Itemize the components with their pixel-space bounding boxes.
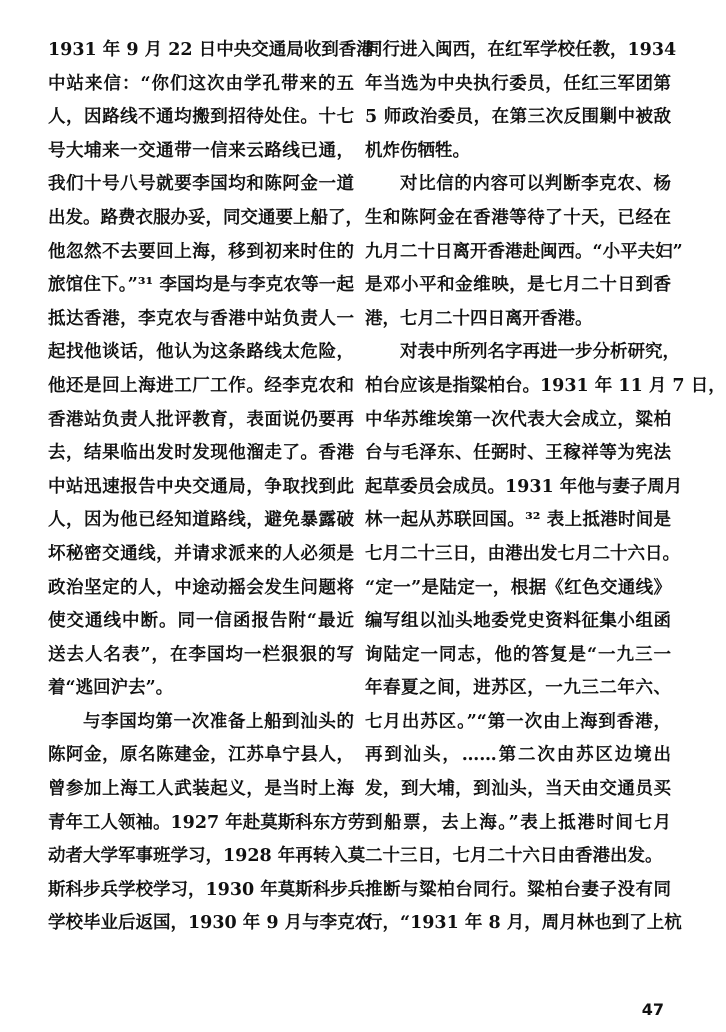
- text-line: 曾参加上海工人武装起义，是当时上海: [48, 779, 354, 800]
- text-line: 柏台应该是指粱柏台。1931 年 11 月 7 日，: [365, 375, 726, 396]
- text-line: 着“逃回沪去”。: [48, 678, 174, 699]
- text-line: 生和陈阿金在香港等待了十天，已经在: [365, 207, 671, 228]
- text-line: 机炸伤牺牲。: [365, 140, 470, 161]
- text-line: 他忽然不去要回上海，移到初来时住的: [48, 241, 354, 262]
- text-line: 对比信的内容可以判断李克农、杨: [400, 174, 671, 195]
- text-line: 1931 年 9 月 22 日中央交通局收到香港: [48, 40, 374, 60]
- text-line: 使交通线中断。同一信函报告附“最近: [48, 611, 354, 632]
- text-line: 出发。路费衣服办妥，同交通要上船了，: [48, 207, 363, 228]
- text-line: 人，因路线不通均搬到招待处住。十七: [48, 107, 354, 128]
- text-line: 七月二十三日，由港出发七月二十六日。: [365, 543, 680, 564]
- page-number: 47: [641, 1000, 664, 1019]
- text-line: 起找他谈话，他认为这条路线太危险，: [48, 342, 354, 363]
- text-line: 青年工人领袖。1927 年赴莫斯科东方劳: [48, 812, 366, 833]
- text-line: 旅馆住下。”³¹ 李国均是与李克农等一起: [48, 275, 354, 296]
- text-line: 与李国均第一次准备上船到汕头的: [83, 711, 354, 732]
- text-line: 陈阿金，原名陈建金，江苏阜宁县人，: [48, 745, 354, 766]
- text-line: 中华苏维埃第一次代表大会成立，粱柏: [365, 409, 671, 430]
- text-line: 对表中所列名字再进一步分析研究，: [400, 342, 680, 363]
- text-line: 政治坚定的人，中途动摇会发生问题将: [48, 577, 354, 598]
- text-line: 中站迅速报告中央交通局，争取找到此: [48, 476, 354, 497]
- text-line: 再到汕头，……第二次由苏区边境出: [365, 745, 671, 766]
- text-line: 林一起从苏联回国。³² 表上抵港时间是: [365, 510, 671, 531]
- text-line: 发，到大埔，到汕头，当天由交通员买: [365, 779, 671, 800]
- text-line: 中站来信：“你们这次由学孔带来的五: [48, 73, 354, 94]
- text-line: 七月出苏区。”“第一次由上海到香港，: [365, 711, 671, 732]
- text-line: 学校毕业后返国，1930 年 9 月与李克农: [48, 913, 373, 934]
- text-line: 是邓小平和金维映，是七月二十日到香: [365, 275, 671, 296]
- text-line: 编写组以汕头地委党史资料征集小组函: [365, 611, 671, 632]
- text-line: 人，因为他已经知道路线，避免暴露破: [48, 510, 354, 531]
- text-line: 送去人名表”，在李国均一栏狠狠的写: [48, 644, 354, 665]
- text-line: 行，“1931 年 8 月，周月林也到了上杭: [365, 913, 682, 934]
- text-line: 抵达香港，李克农与香港中站负责人一: [48, 308, 354, 329]
- text-line: 港，七月二十四日离开香港。: [365, 308, 593, 329]
- text-line: 号大埔来一交通带一信来云路线已通，: [48, 140, 354, 161]
- text-line: 二十三日，七月二十六日由香港出发。: [365, 846, 663, 867]
- text-line: 5 师政治委员，在第三次反围剿中被敌: [365, 107, 671, 128]
- text-line: 同行进入闽西，在红军学校任教，1934: [365, 40, 677, 60]
- text-line: 到船票，去上海。”表上抵港时间七月: [365, 812, 671, 833]
- text-line: 台与毛泽东、任弼时、王稼祥等为宪法: [365, 443, 671, 464]
- text-line: 他还是回上海进工厂工作。经李克农和: [48, 375, 354, 396]
- text-line: 香港站负责人批评教育，表面说仍要再: [48, 409, 354, 430]
- text-line: 动者大学军事班学习，1928 年再转入莫: [48, 846, 366, 867]
- text-line: 去，结果临出发时发现他溜走了。香港: [48, 443, 354, 464]
- text-line: 起草委员会成员。1931 年他与妻子周月: [365, 476, 683, 497]
- text-line: 推断与粱柏台同行。粱柏台妻子没有同: [365, 879, 671, 900]
- text-line: 九月二十日离开香港赴闽西。“小平夫妇”: [365, 241, 683, 262]
- text-line: “定一”是陆定一，根据《红色交通线》: [365, 577, 671, 598]
- left-column: [48, 34, 374, 941]
- text-line: 年春夏之间，进苏区，一九三二年六、: [365, 678, 671, 699]
- text-line: 询陆定一同志，他的答复是“一九三一: [365, 644, 671, 665]
- text-line: 年当选为中央执行委员，任红三军团第: [365, 73, 671, 94]
- text-line: 我们十号八号就要李国均和陈阿金一道: [48, 174, 354, 195]
- text-line: 坏秘密交通线，并请求派来的人必须是: [48, 543, 354, 564]
- text-line: 斯科步兵学校学习，1930 年莫斯科步兵: [48, 879, 366, 900]
- right-column: [365, 34, 726, 941]
